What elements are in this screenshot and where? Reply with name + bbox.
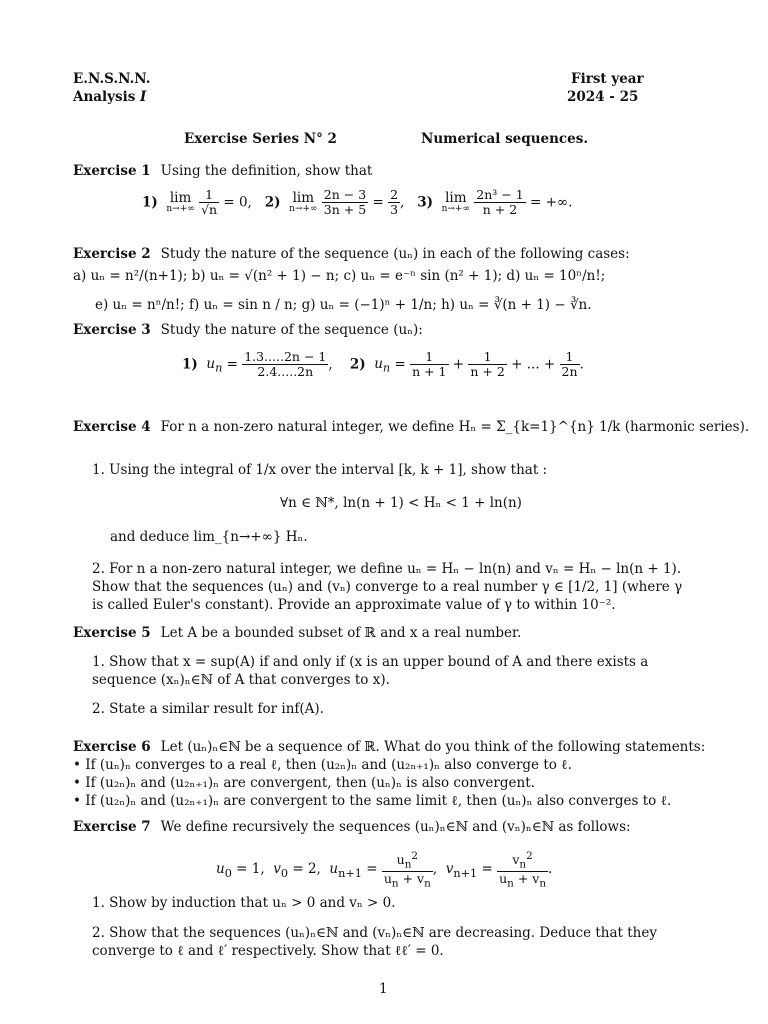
exercise-2-heading <box>73 245 630 263</box>
exercise-6-intro: Let (uₙ)ₙ∈ℕ be a sequence of ℝ. What do you think of the following statements: <box>160 739 706 755</box>
exercise-4-q1: 1. Using the integral of 1/x over the interval [k, k + 1], show that : <box>92 462 548 478</box>
exercise-6-heading <box>73 738 705 756</box>
exercise-7-q2: 2. Show that the sequences (uₙ)ₙ∈ℕ and (vₙ)ₙ∈ℕ are decreasing. Deduce that they converge to ℓ and ℓ′ respectively. Show that ℓℓ′ = 0. <box>92 925 657 960</box>
exercise-7-formula: $u_0 = 1$, $v_0 = 2$, $u_{n+1}$ = $\frac{u_n^2}{u_n + v_n}$ , $v_{n+1}$ = $\frac{v_n^2}{u_n + v_n}$ . <box>216 850 553 890</box>
exercise-3-heading <box>73 321 423 339</box>
exercise-7-q1: 1. Show by induction that uₙ > 0 and vₙ > 0. <box>92 895 396 911</box>
exercise-5-q2: 2. State a similar result for inf(A). <box>92 701 324 717</box>
exercise-7-intro: We define recursively the sequences (uₙ)ₙ∈ℕ and (vₙ)ₙ∈ℕ as follows: <box>160 819 631 835</box>
exercise-7-label: Exercise 7 <box>73 819 151 835</box>
exercise-5-label: Exercise 5 <box>73 625 151 641</box>
exercise-4-label: Exercise 4 <box>73 419 151 435</box>
exercise-1-heading <box>73 162 372 180</box>
year-label: First year <box>571 71 644 87</box>
exercise-3-intro: Study the nature of the sequence (uₙ): <box>160 322 423 338</box>
exercise-1-formulas: 1) lim n→+∞ $\frac{1}{√n}$ = 0, 2) lim n→+∞ $\frac{2n - 3}{3n + 5}$ = $\frac{2}{3}$ , 3) lim n→+∞ $\frac{\text{2n³ − 1}}{n + 2}$ = +∞. <box>142 187 573 218</box>
exercise-6-bullet-1: • If (uₙ)ₙ converges to a real ℓ, then (u₂ₙ)ₙ and (u₂ₙ₊₁)ₙ also converge to ℓ. <box>73 757 572 773</box>
exercise-1-intro: Using the definition, show that <box>160 163 373 179</box>
exercise-2-intro: Study the nature of the sequence (uₙ) in each of the following cases: <box>160 246 630 262</box>
exercise-1-label: Exercise 1 <box>73 163 151 179</box>
series-title: Exercise Series N° 2 <box>184 131 337 147</box>
exercise-4-intro: For n a non-zero natural integer, we define Hₙ = Σ_{k=1}^{n} 1/k (harmonic series). <box>160 419 750 435</box>
exercise-4-q2: 2. For n a non-zero natural integer, we define uₙ = Hₙ − ln(n) and vₙ = Hₙ − ln(n + 1). Show that the sequences (uₙ) and (vₙ) converge to a real number γ ∈ [1/2, 1] (where γ is called Euler's constant). Provide an approximate value of γ to within 10⁻². <box>92 561 683 614</box>
exercise-4-heading <box>73 418 749 436</box>
exercise-3-label: Exercise 3 <box>73 322 151 338</box>
exercise-6-bullet-2: • If (u₂ₙ)ₙ and (u₂ₙ₊₁)ₙ are convergent, then (uₙ)ₙ is also convergent. <box>73 775 535 791</box>
exercise-3-formulas: 1) $u_n$ = $\frac{1.3.....2n - 1}{2.4.....2n}$ , 2) $u_n$ = $\frac{1}{n + 1}$ + $\frac{1}{n + 2}$ + ... + $\frac{1}{2n}$ . <box>182 349 584 380</box>
exercise-4-q1-formula: ∀n ∈ ℕ*, ln(n + 1) < Hₙ < 1 + ln(n) <box>280 495 522 511</box>
exercise-7-heading <box>73 818 631 836</box>
exercise-2-label: Exercise 2 <box>73 246 151 262</box>
exercise-2-row-2: e) uₙ = nⁿ/n!; f) uₙ = sin n / n; g) uₙ = (−1)ⁿ + 1/n; h) uₙ = ∛(n + 1) − ∛n. <box>95 297 592 313</box>
academic-year: 2024 - 25 <box>567 89 639 105</box>
school-name: E.N.S.N.N. <box>73 71 151 87</box>
exercise-2-row-1: a) uₙ = n²/(n+1); b) uₙ = √(n² + 1) − n; c) uₙ = e⁻ⁿ sin (n² + 1); d) uₙ = 10ⁿ/n!; <box>73 268 606 284</box>
page-number: 1 <box>379 981 388 997</box>
course-name: Analysis I <box>73 89 147 105</box>
exercise-4-q1-end: and deduce lim_{n→+∞} Hₙ. <box>110 529 308 545</box>
topic-title: Numerical sequences. <box>421 131 589 147</box>
exercise-5-q1: 1. Show that x = sup(A) if and only if (x is an upper bound of A and there exists a sequence (xₙ)ₙ∈ℕ of A that converges to x). <box>92 654 649 689</box>
exercise-6-bullet-3: • If (u₂ₙ)ₙ and (u₂ₙ₊₁)ₙ are convergent to the same limit ℓ, then (uₙ)ₙ also converges to ℓ. <box>73 793 672 809</box>
exercise-5-intro: Let A be a bounded subset of ℝ and x a real number. <box>160 625 522 641</box>
exercise-6-label: Exercise 6 <box>73 739 151 755</box>
exercise-5-heading <box>73 624 521 642</box>
